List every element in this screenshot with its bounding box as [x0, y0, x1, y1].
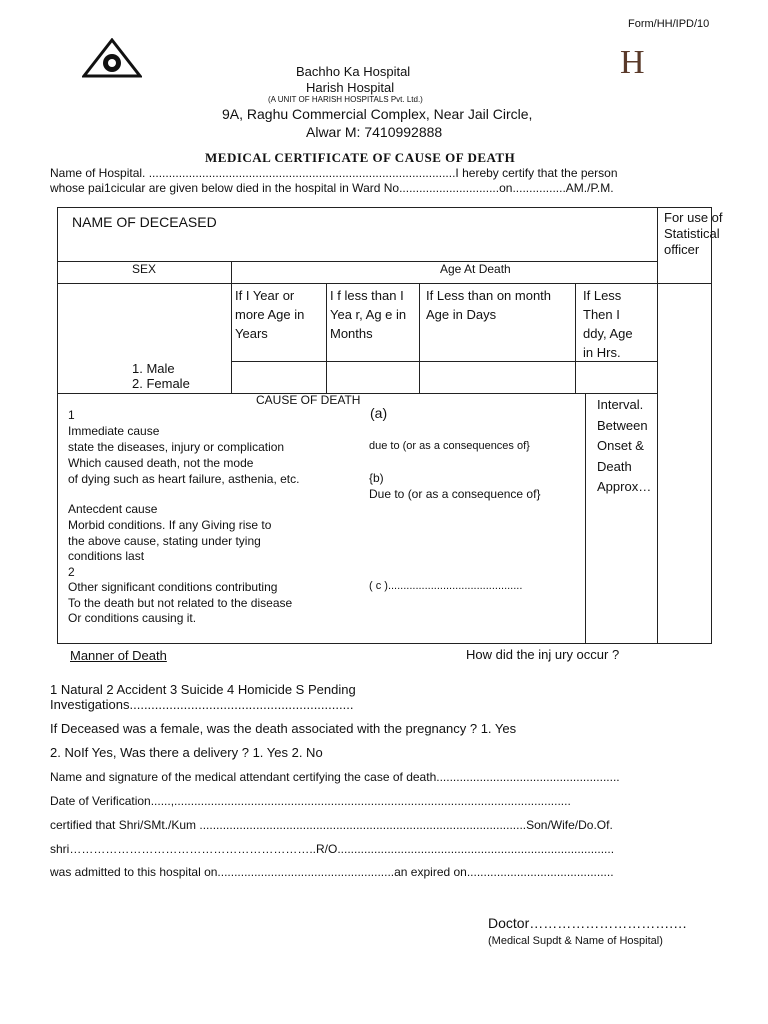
certified-shri-line: certified that Shri/SMt./Kum ..................................................................................................Son/Wife/Do.Of.: [50, 818, 613, 832]
name-of-deceased-label: NAME OF DECEASED: [72, 214, 217, 230]
delivery-question: 2. NoIf Yes, Was there a delivery ? 1. Yes 2. No: [50, 745, 323, 760]
injury-question: How did the inj ury occur ?: [466, 647, 620, 662]
hospital-logo: [82, 38, 142, 78]
mode-of-dying-text: of dying such as heart failure, asthenia, etc.: [68, 472, 300, 486]
age-col-months: I f less than I Yea r, Ag e in Months: [330, 288, 407, 341]
manner-of-death-label: Manner of Death: [70, 648, 167, 663]
hospital-name: Bachho Ka Hospital: [296, 64, 411, 79]
form-code: Form/HH/IPD/10: [628, 18, 710, 30]
shri-ro-line: shri……………………………………………………..R/O...................................................................................: [50, 842, 615, 856]
hospital-phone: Alwar M: 7410992888: [306, 124, 443, 140]
sex-option-female: 2. Female: [132, 376, 190, 391]
cause-a-label: (a): [370, 405, 388, 421]
hospital-name-2: Harish Hospital: [306, 80, 395, 95]
sex-option-male: 1. Male: [132, 361, 175, 376]
intro-line-2: whose pai1cicular are given below died in the hospital in Ward No..............................on................AM./P.M.: [50, 181, 614, 195]
sex-label: SEX: [132, 262, 157, 276]
investigations-line: Investigations..............................................................: [50, 697, 354, 712]
admitted-expired-line: was admitted to this hospital on.....................................................an expired on............................................: [50, 865, 614, 879]
above-cause-text: the above cause, stating under tying: [68, 534, 261, 548]
unit-note: (A UNIT OF HARISH HOSPITALS Pvt. Ltd.): [268, 95, 423, 104]
due-to-b-text: Due to (or as a consequence of}: [369, 487, 541, 501]
age-at-death-label: Age At Death: [440, 262, 511, 276]
verification-date-line: Date of Verification......,.......................................................................................................................: [50, 794, 571, 808]
cause-number-2: 2: [68, 565, 75, 579]
state-diseases-text: state the diseases, injury or complication: [68, 440, 285, 454]
doctor-signature-line: Doctor………………………….…: [488, 915, 688, 931]
manner-options: 1 Natural 2 Accident 3 Suicide 4 Homicide S Pending: [50, 682, 356, 697]
cause-b-label: {b): [369, 471, 384, 485]
cause-of-death-label: CAUSE OF DEATH: [256, 393, 361, 407]
age-col-days: If Less than on month Age in Days: [426, 288, 552, 322]
intro-line-1: Name of Hospital. ............................................................................................I hereby certify that the person: [50, 166, 618, 180]
which-caused-text: Which caused death, not the mode: [68, 456, 254, 470]
other-conditions-text: Other significant conditions contributing: [68, 580, 278, 594]
antecedent-cause-label: Antecdent cause: [68, 502, 158, 516]
hospital-address: 9A, Raghu Commercial Complex, Near Jail Circle,: [222, 106, 533, 122]
monogram-logo: H: [620, 44, 645, 81]
page-title: MEDICAL CERTIFICATE OF CAUSE OF DEATH: [205, 150, 516, 165]
age-col-years: If I Year or more Age in Years: [235, 288, 305, 341]
statistical-officer-label: For use of Statistical officer: [664, 210, 723, 257]
immediate-cause-label: Immediate cause: [68, 424, 160, 438]
pregnancy-question: If Deceased was a female, was the death associated with the pregnancy ? 1. Yes: [50, 721, 517, 736]
medical-supdt-label: (Medical Supdt & Name of Hospital): [488, 935, 663, 947]
or-conditions-text: Or conditions causing it.: [68, 611, 197, 625]
interval-label: Interval. Between Onset & Death Approx…: [597, 397, 652, 494]
to-the-death-text: To the death but not related to the disease: [68, 596, 293, 610]
morbid-conditions-text: Morbid conditions. If any Giving rise to: [68, 518, 272, 532]
conditions-last-text: conditions last: [68, 549, 145, 563]
due-to-a-text: due to (or as a consequences of}: [369, 440, 530, 452]
age-col-hours: If Less Then I ddy, Age in Hrs.: [583, 288, 633, 360]
attendant-signature-line: Name and signature of the medical attendant certifying the case of death.......................................................: [50, 770, 620, 784]
cause-c-field: ( c )............................................: [369, 580, 523, 592]
cause-number-1: 1: [68, 408, 75, 422]
